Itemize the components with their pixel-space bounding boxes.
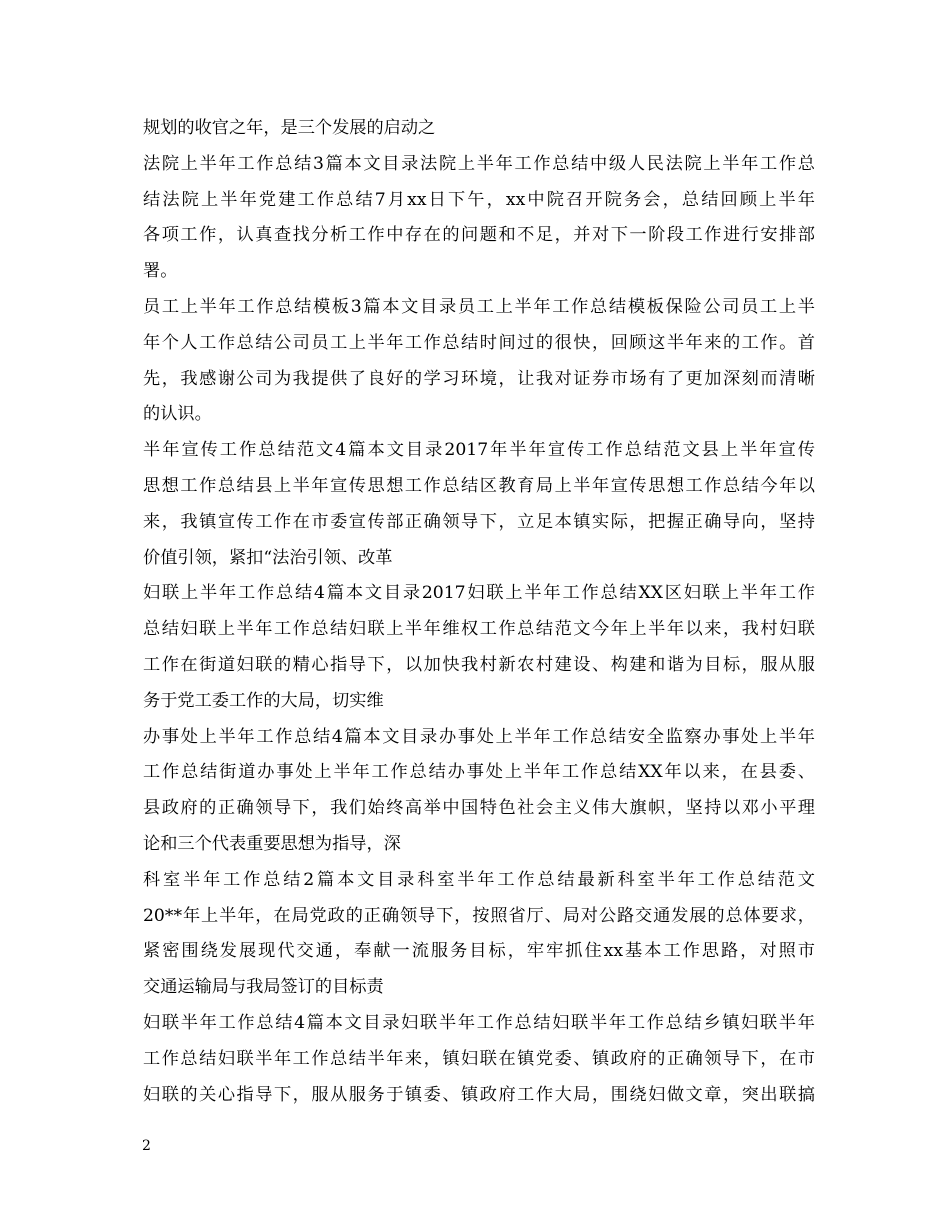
text-line: 的认识。	[143, 404, 212, 425]
page-number: 2	[142, 1138, 151, 1154]
text-line: 交通运输局与我局签订的目标责	[143, 977, 384, 998]
text-line: 规划的收官之年，是三个发展的启动之	[143, 118, 436, 138]
text-line: 思想工作总结县上半年宣传思想工作总结区教育局上半年宣传思想工作总结今年以	[143, 475, 815, 496]
text-line: 结法院上半年党建工作总结7月xx日下午，xx中院召开院务会，总结回顾上半年	[143, 189, 815, 210]
text-line: 价值引领，紧扣“法治引领、改革	[143, 547, 393, 568]
text-line: 各项工作，认真查找分析工作中存在的问题和不足，并对下一阶段工作进行安排部	[143, 225, 815, 246]
text-line: 妇联上半年工作总结4篇本文目录2017妇联上半年工作总结XX区妇联上半年工作	[143, 583, 815, 604]
document-body	[143, 112, 815, 1114]
text-line: 半年宣传工作总结范文4篇本文目录2017年半年宣传工作总结范文县上半年宣传	[143, 440, 815, 461]
text-line: 员工上半年工作总结模板3篇本文目录员工上半年工作总结模板保险公司员工上半	[143, 296, 815, 317]
text-line: 法院上半年工作总结3篇本文目录法院上半年工作总结中级人民法院上半年工作总	[143, 153, 815, 174]
text-line: 县政府的正确领导下，我们始终高举中国特色社会主义伟大旗帜，坚持以邓小平理	[143, 798, 815, 819]
text-line: 紧密围绕发展现代交通，奉献一流服务目标，牢牢抓住xx基本工作思路，对照市	[143, 941, 815, 962]
text-line: 务于党工委工作的大局，切实维	[143, 690, 384, 711]
text-line: 科室半年工作总结2篇本文目录科室半年工作总结最新科室半年工作总结范文	[143, 869, 815, 890]
text-line: 论和三个代表重要思想为指导，深	[143, 833, 401, 854]
text-line: 先，我感谢公司为我提供了良好的学习环境，让我对证券市场有了更加深刻而清晰	[143, 368, 815, 389]
text-line: 工作总结街道办事处上半年工作总结办事处上半年工作总结XX年以来，在县委、	[143, 762, 815, 783]
text-line: 工作总结妇联半年工作总结半年来，镇妇联在镇党委、镇政府的正确领导下，在市	[143, 1048, 815, 1069]
text-line: 总结妇联上半年工作总结妇联上半年维权工作总结范文今年上半年以来，我村妇联	[143, 619, 815, 640]
text-line: 办事处上半年工作总结4篇本文目录办事处上半年工作总结安全监察办事处上半年	[143, 726, 815, 747]
text-line: 署。	[143, 261, 178, 282]
text-line: 20**年上半年，在局党政的正确领导下，按照省厅、局对公路交通发展的总体要求，	[143, 905, 815, 926]
text-line: 年个人工作总结公司员工上半年工作总结时间过的很快，回顾这半年来的工作。首	[143, 332, 815, 353]
text-line: 妇联的关心指导下，服从服务于镇委、镇政府工作大局，围绕妇做文章，突出联搞	[143, 1084, 815, 1105]
text-line: 工作在街道妇联的精心指导下，以加快我村新农村建设、构建和谐为目标，服从服	[143, 654, 815, 675]
text-line: 妇联半年工作总结4篇本文目录妇联半年工作总结妇联半年工作总结乡镇妇联半年	[143, 1012, 815, 1033]
text-line: 来，我镇宣传工作在市委宣传部正确领导下，立足本镇实际，把握正确导向，坚持	[143, 511, 815, 532]
